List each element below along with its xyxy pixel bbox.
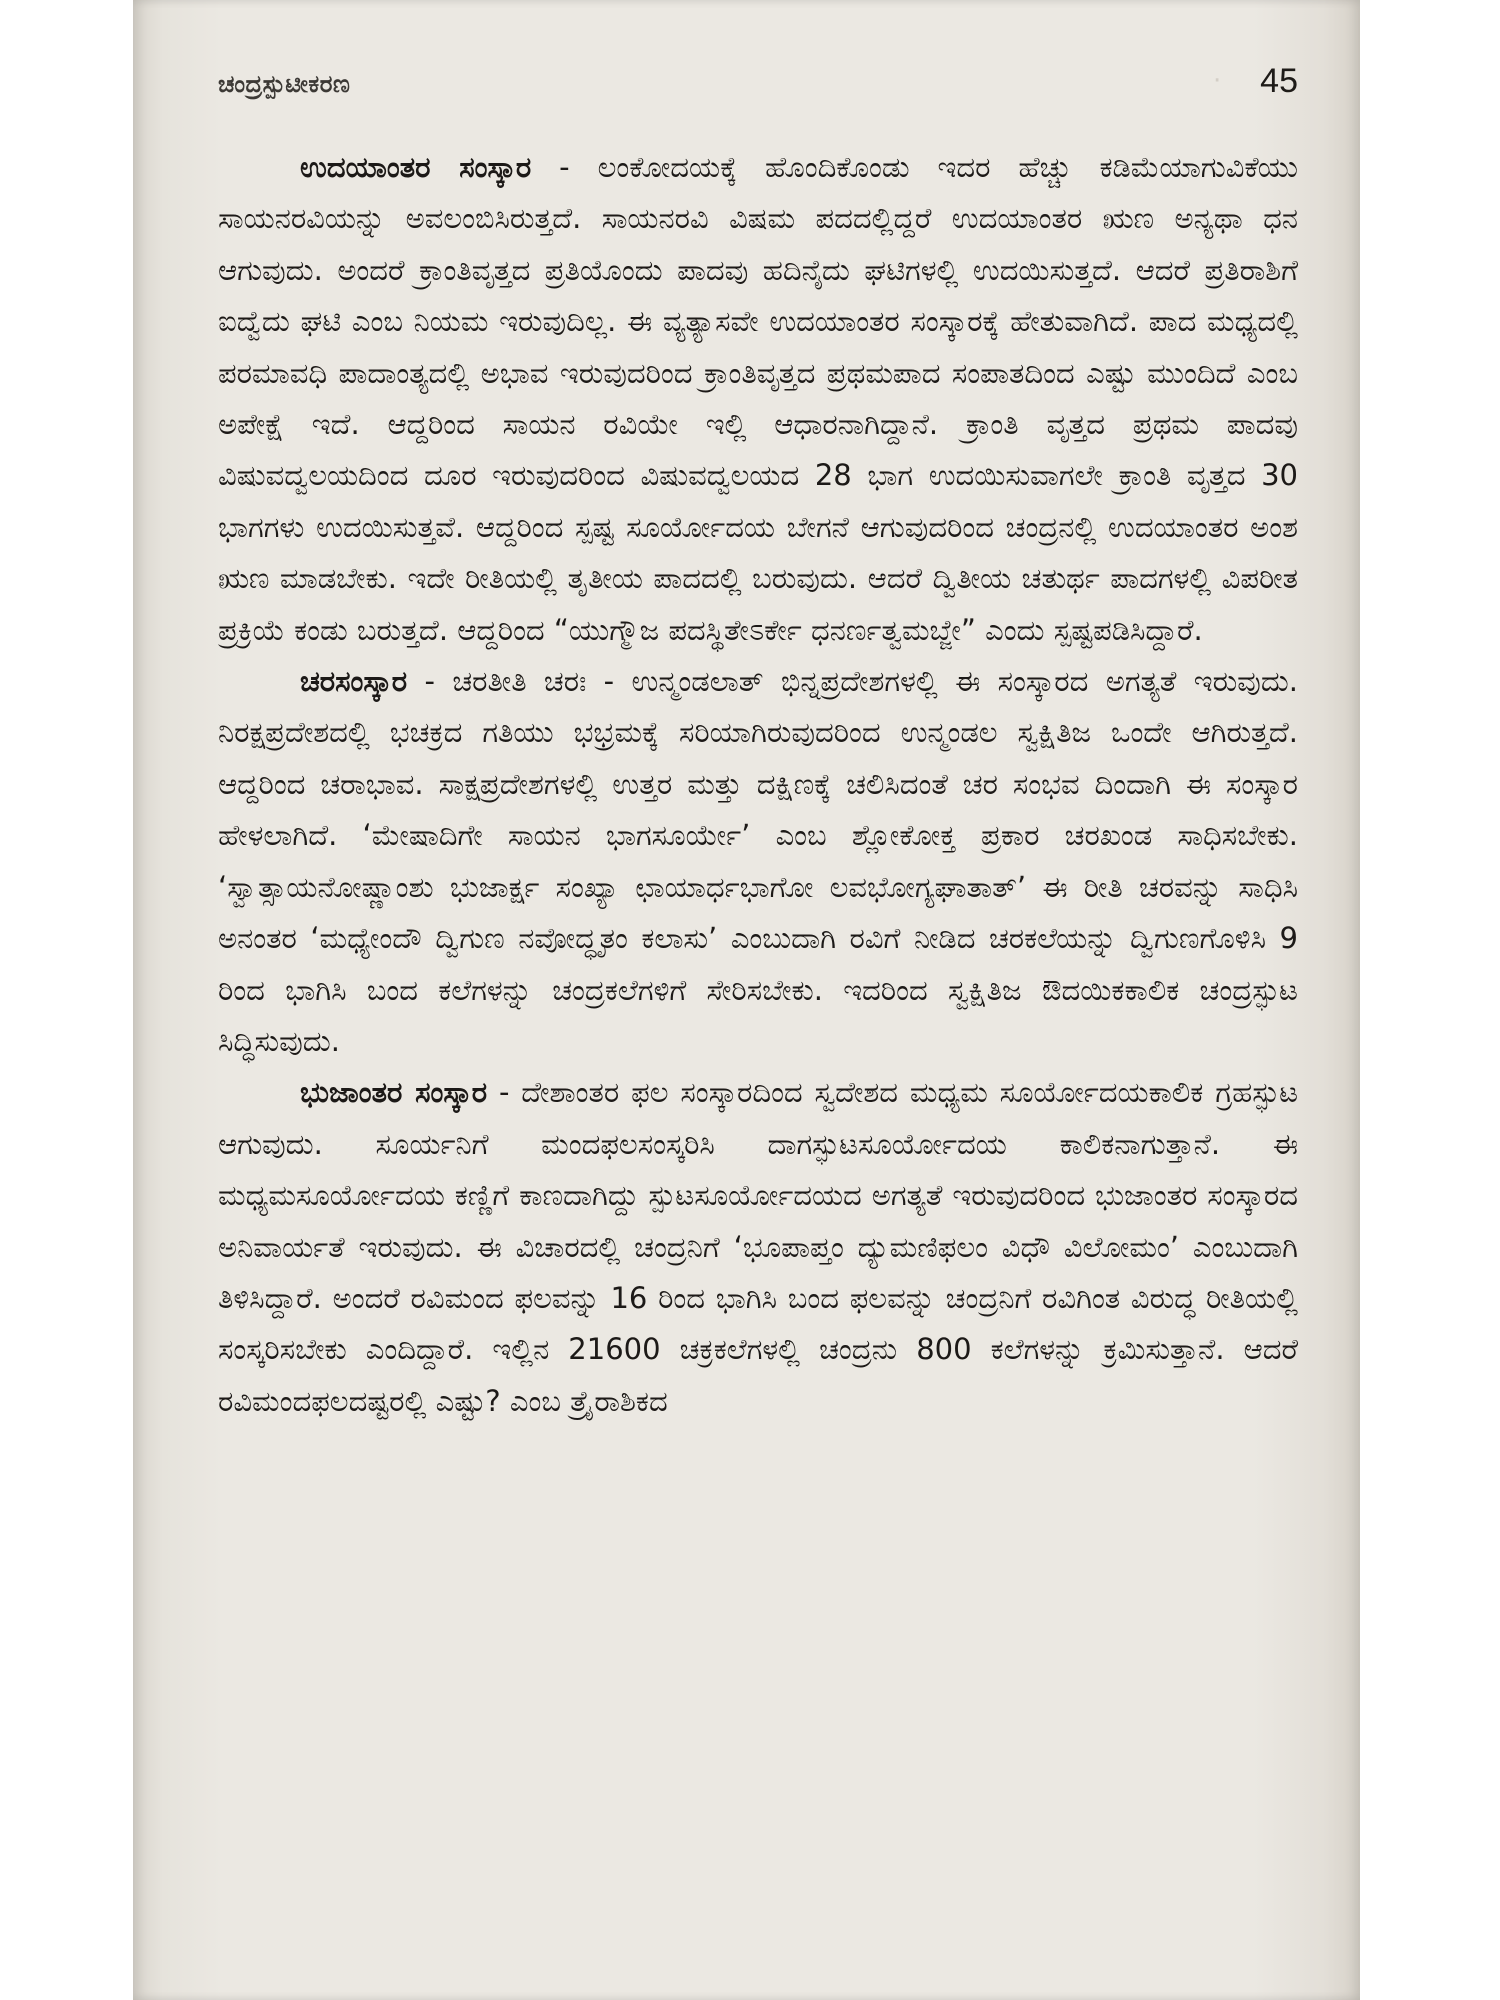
paragraph-udayantara: [218, 142, 1298, 656]
page-header: [218, 62, 1298, 112]
paragraph-text: - ಚರತೀತಿ ಚರಃ - ಉನ್ಮಂಡಲಾತ್ ಭಿನ್ನಪ್ರದೇಶಗಳಲ್ಲಿ ಈ ಸಂಸ್ಕಾರದ ಅಗತ್ಯತೆ ಇರುವುದು. ನಿರಕ್ಷಪ್ರದೇಶದಲ್ಲಿ ಭಚಕ್ರದ ಗತಿಯು ಭಭ್ರಮಕ್ಕೆ ಸರಿಯಾಗಿರುವುದರಿಂದ ಉನ್ಮಂಡಲ ಸ್ವಕ್ಷಿತಿಜ ಒಂದೇ ಆಗಿರುತ್ತದೆ. ಆದ್ದರಿಂದ ಚರಾಭಾವ. ಸಾಕ್ಷಪ್ರದೇಶಗಳಲ್ಲಿ ಉತ್ತರ ಮತ್ತು ದಕ್ಷಿಣಕ್ಕೆ ಚಲಿಸಿದಂತೆ ಚರ ಸಂಭವ ದಿಂದಾಗಿ ಈ ಸಂಸ್ಕಾರ ಹೇಳಲಾಗಿದೆ. ‘ಮೇಷಾದಿಗೇ ಸಾಯನ ಭಾಗಸೂರ್ಯೇ’ ಎಂಬ ಶ್ಲೋಕೋಕ್ತ ಪ್ರಕಾರ ಚರಖಂಡ ಸಾಧಿಸಬೇಕು. ‘ಸ್ವಾತ್ಸಾಯನೋಷ್ಣಾಂಶು ಭುಜಾರ್ಕ್ಷ ಸಂಖ್ಯಾ ಛಾಯಾರ್ಧಭಾಗೋ ಲವಭೋಗ್ಯಘಾತಾತ್’ ಈ ರೀತಿ ಚರವನ್ನು ಸಾಧಿಸಿ ಅನಂತರ ‘ಮಧ್ಯೇಂದೌ ದ್ವಿಗುಣ ನವೋದ್ಧೃತಂ ಕಲಾಸು’ ಎಂಬುದಾಗಿ ರವಿಗೆ ನೀಡಿದ ಚರಕಲೆಯನ್ನು ದ್ವಿಗುಣಗೊಳಿಸಿ 9 ರಿಂದ ಭಾಗಿಸಿ ಬಂದ ಕಲೆಗಳನ್ನು ಚಂದ್ರಕಲೆಗಳಿಗೆ ಸೇರಿಸಬೇಕು. ಇದರಿಂದ ಸ್ವಕ್ಷಿತಿಜ ಔದಯಿಕಕಾಲಿಕ ಚಂದ್ರಸ್ಫುಟ ಸಿದ್ಧಿಸುವುದು.: [218, 664, 1298, 1058]
paragraph-bhujantara: [218, 1067, 1298, 1427]
paragraph-text: - ದೇಶಾಂತರ ಫಲ ಸಂಸ್ಕಾರದಿಂದ ಸ್ವದೇಶದ ಮಧ್ಯಮ ಸೂರ್ಯೋದಯಕಾಲಿಕ ಗ್ರಹಸ್ಫುಟ ಆಗುವುದು. ಸೂರ್ಯನಿಗೆ ಮಂದಫಲಸಂಸ್ಕರಿಸಿ ದಾಗಸ್ಫುಟಸೂರ್ಯೋದಯ ಕಾಲಿಕನಾಗುತ್ತಾನೆ. ಈ ಮಧ್ಯಮಸೂರ್ಯೋದಯ ಕಣ್ಣಿಗೆ ಕಾಣದಾಗಿದ್ದು ಸ್ಪುಟಸೂರ್ಯೋದಯದ ಅಗತ್ಯತೆ ಇರುವುದರಿಂದ ಭುಜಾಂತರ ಸಂಸ್ಕಾರದ ಅನಿವಾರ್ಯತೆ ಇರುವುದು. ಈ ವಿಚಾರದಲ್ಲಿ ಚಂದ್ರನಿಗೆ ‘ಭೂಪಾಪ್ತಂ ದ್ಯುಮಣಿಫಲಂ ವಿಧೌ ವಿಲೋಮಂ’ ಎಂಬುದಾಗಿ ತಿಳಿಸಿದ್ದಾರೆ. ಅಂದರೆ ರವಿಮಂದ ಫಲವನ್ನು 16 ರಿಂದ ಭಾಗಿಸಿ ಬಂದ ಫಲವನ್ನು ಚಂದ್ರನಿಗೆ ರವಿಗಿಂತ ವಿರುದ್ಧ ರೀತಿಯಲ್ಲಿ ಸಂಸ್ಕರಿಸಬೇಕು ಎಂದಿದ್ದಾರೆ. ಇಲ್ಲಿನ 21600 ಚಕ್ರಕಲೆಗಳಲ್ಲಿ ಚಂದ್ರನು 800 ಕಲೆಗಳನ್ನು ಕ್ರಮಿಸುತ್ತಾನೆ. ಆದರೆ ರವಿಮಂದಫಲದಷ್ಟರಲ್ಲಿ ಎಷ್ಟು? ಎಂಬ ತ್ರೈರಾಶಿಕದ: [218, 1075, 1299, 1418]
paragraph-term: ಭುಜಾಂತರ ಸಂಸ್ಕಾರ: [300, 1075, 488, 1110]
paragraph-term: ಉದಯಾಂತರ ಸಂಸ್ಕಾರ: [300, 150, 532, 184]
running-title: ಚಂದ್ರಸ್ಪುಟೀಕರಣ: [218, 70, 351, 98]
paragraph-text: - ಲಂಕೋದಯಕ್ಕೆ ಹೊಂದಿಕೊಂಡು ಇದರ ಹೆಚ್ಚು ಕಡಿಮೆಯಾಗುವಿಕೆಯು ಸಾಯನರವಿಯನ್ನು ಅವಲಂಬಿಸಿರುತ್ತದೆ. ಸಾಯನರವಿ ವಿಷಮ ಪದದಲ್ಲಿದ್ದರೆ ಉದಯಾಂತರ ಋಣ ಅನ್ಯಥಾ ಧನ ಆಗುವುದು. ಅಂದರೆ ಕ್ರಾಂತಿವೃತ್ತದ ಪ್ರತಿಯೊಂದು ಪಾದವು ಹದಿನೈದು ಘಟಿಗಳಲ್ಲಿ ಉದಯಿಸುತ್ತದೆ. ಆದರೆ ಪ್ರತಿರಾಶಿಗೆ ಐದ್ವೆದು ಘಟಿ ಎಂಬ ನಿಯಮ ಇರುವುದಿಲ್ಲ. ಈ ವ್ಯತ್ಯಾಸವೇ ಉದಯಾಂತರ ಸಂಸ್ಕಾರಕ್ಕೆ ಹೇತುವಾಗಿದೆ. ಪಾದ ಮಧ್ಯದಲ್ಲಿ ಪರಮಾವಧಿ ಪಾದಾಂತ್ಯದಲ್ಲಿ ಅಭಾವ ಇರುವುದರಿಂದ ಕ್ರಾಂತಿವೃತ್ತದ ಪ್ರಥಮಪಾದ ಸಂಪಾತದಿಂದ ಎಷ್ಟು ಮುಂದಿದೆ ಎಂಬ ಅಪೇಕ್ಷೆ ಇದೆ. ಆದ್ದರಿಂದ ಸಾಯನ ರವಿಯೇ ಇಲ್ಲಿ ಆಧಾರನಾಗಿದ್ದಾನೆ. ಕ್ರಾಂತಿ ವೃತ್ತದ ಪ್ರಥಮ ಪಾದವು ವಿಷುವದ್ವಲಯದಿಂದ ದೂರ ಇರುವುದರಿಂದ ವಿಷುವದ್ವಲಯದ 28 ಭಾಗ ಉದಯಿಸುವಾಗಲೇ ಕ್ರಾಂತಿ ವೃತ್ತದ 30 ಭಾಗಗಳು ಉದಯಿಸುತ್ತವೆ. ಆದ್ದರಿಂದ ಸ್ಪಷ್ಟ ಸೂರ್ಯೋದಯ ಬೇಗನೆ ಆಗುವುದರಿಂದ ಚಂದ್ರನಲ್ಲಿ ಉದಯಾಂತರ ಅಂಶ ಋಣ ಮಾಡಬೇಕು. ಇದೇ ರೀತಿಯಲ್ಲಿ ತೃತೀಯ ಪಾದದಲ್ಲಿ ಬರುವುದು. ಆದರೆ ದ್ವಿತೀಯ ಚತುರ್ಥ ಪಾದಗಳಲ್ಲಿ ವಿಪರೀತ ಪ್ರಕ್ರಿಯೆ ಕಂಡು ಬರುತ್ತದೆ. ಆದ್ದರಿಂದ “ಯುಗ್ಮೌಜ ಪದಸ್ಥಿತೇಽರ್ಕೇ ಧನರ್ಣತ್ವಮಬ್ಜೇ” ಎಂದು ಸ್ಪಷ್ಟಪಡಿಸಿದ್ದಾರೆ.: [218, 150, 1298, 647]
body-text: [218, 142, 1298, 1427]
book-page: [133, 0, 1360, 2000]
paragraph-term: ಚರಸಂಸ್ಕಾರ: [300, 664, 408, 699]
show-through-mark: ·: [1213, 66, 1222, 96]
page-number: 45: [1260, 62, 1298, 100]
paragraph-chara: [218, 656, 1298, 1067]
